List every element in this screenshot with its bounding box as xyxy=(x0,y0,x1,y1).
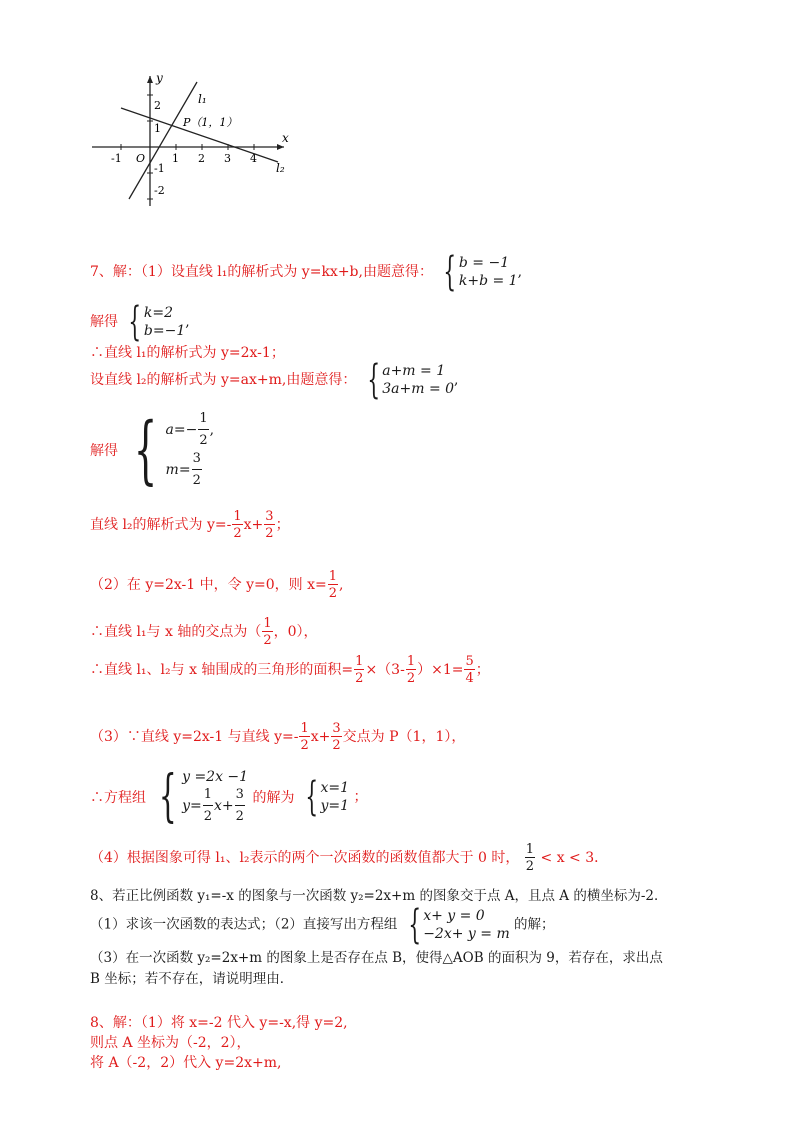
part2-c-num3: 5 xyxy=(465,654,474,669)
system-eq-4: { a=− $\frac{1}{2}$ , m= $\frac{3}{2}$ xyxy=(134,407,215,493)
part3-a-num1: 1 xyxy=(300,721,309,736)
part4-text: （4）根据图象可得 l₁、l₂表示的两个一次函数的函数值都大于 0 时， xyxy=(90,850,520,866)
part3-a-num2: 3 xyxy=(332,721,341,736)
sys7-row2: −2x+ y = m xyxy=(423,926,510,942)
part2-c-num2: 1 xyxy=(406,654,416,669)
sys5-num1: 1 xyxy=(203,786,213,806)
sys1-row1: b = −1 xyxy=(458,255,510,271)
y-tick-neg2: -2 xyxy=(154,184,165,197)
sys7-row1: x+ y = 0 xyxy=(423,908,485,924)
part3-a-den1: 2 xyxy=(300,738,309,753)
sys5-row2-pre: y= xyxy=(182,798,202,814)
part2-b-den: 2 xyxy=(263,633,272,648)
sys5-den1: 2 xyxy=(203,809,213,824)
q7-line1-text: 7、解：（1）设直线 l₁的解析式为 y=kx+b,由题意得： xyxy=(90,264,433,280)
x-tick-2: 2 xyxy=(198,152,205,165)
q7-line6-end: ； xyxy=(275,517,290,533)
x-tick-neg1: -1 xyxy=(111,152,122,165)
l2-int-den: 2 xyxy=(265,526,274,541)
coordinate-graph xyxy=(88,70,298,210)
q8-stmt4: B 坐标；若不存在，请说明理由． xyxy=(90,971,294,987)
sys4-a-num: 1 xyxy=(198,410,208,430)
part2-a-text: （2）在 y=2x-1 中，令 y=0，则 x= xyxy=(90,577,327,593)
y-tick-1: 1 xyxy=(154,122,161,135)
sys4-m-den: 2 xyxy=(192,473,201,488)
part2-c-den3: 4 xyxy=(465,671,474,686)
q7-line3: ∴直线 l₁的解析式为 y=2x-1； xyxy=(90,345,285,361)
system-eq-7: { x+ y = 0 −2x+ y = m xyxy=(408,902,510,948)
q7-part2-b xyxy=(90,617,318,647)
q7-part3-a xyxy=(90,722,465,752)
sys3-row1: a+m = 1 xyxy=(382,363,446,379)
y-tick-neg1: -1 xyxy=(154,162,165,175)
part2-b-end: ，0）， xyxy=(273,624,318,640)
q7-part4 xyxy=(90,843,608,873)
q8-sol2: 则点 A 坐标为（-2，2）， xyxy=(90,1035,251,1051)
part2-a-den: 2 xyxy=(328,586,337,601)
x-tick-3: 3 xyxy=(224,152,231,165)
q7-solve-label: 解得 xyxy=(90,314,118,330)
sys4-m-num: 3 xyxy=(192,450,202,470)
part2-c-mid1: ×（3- xyxy=(365,662,405,678)
q7-line2 xyxy=(90,299,190,345)
part4-den: 2 xyxy=(525,859,535,874)
part4-num: 1 xyxy=(525,842,535,857)
q7-line4 xyxy=(90,357,459,403)
q8-stmt3: （3）在一次函数 y₂=2x+m 的图象上是否存在点 B，使得△AOB 的面积为 9，若存在，求出点 xyxy=(90,950,663,966)
q7-part2-a: （2）在 y=2x-1 中，令 y=0，则 x= $\frac{1}{2}$ , xyxy=(90,569,344,601)
sys1-row2: k+b = 1 xyxy=(458,273,518,289)
q8-stmt1: 8、若正比例函数 y₁=-x 的图象与一次函数 y₂=2x+m 的图象交于点 A，且点 A 的横坐标为-2． xyxy=(90,888,668,904)
part2-c-text: ∴直线 l₁、l₂与 x 轴围成的三角形的面积= xyxy=(90,662,354,678)
part3-b-mid: 的解为 xyxy=(252,790,295,806)
l2-int-num: 3 xyxy=(265,509,274,524)
part2-c-mid2: ）×1= xyxy=(417,662,464,678)
sol-row1: x=1 xyxy=(320,780,349,796)
sys2-row2: b=−1 xyxy=(143,323,186,339)
system-eq-3: { a+m = 1 3a+m = 0 , xyxy=(367,357,459,403)
sys4-m: m= xyxy=(165,462,191,478)
part3-a-mid: x+ xyxy=(310,729,331,745)
part3-a-den2: 2 xyxy=(332,738,341,753)
part3-a-text: （3）∵直线 y=2x-1 与直线 y=- xyxy=(90,729,299,745)
q7-line5 xyxy=(90,407,215,493)
part3-b-end: ； xyxy=(353,789,368,805)
q8-sol3: 将 A（-2，2）代入 y=2x+m, xyxy=(90,1055,282,1071)
part2-c-den2: 2 xyxy=(406,671,416,686)
graph-origin: O xyxy=(136,152,146,165)
q7-line6-pre: 直线 l₂的解析式为 y=- xyxy=(90,517,232,533)
sys4-a: a=− xyxy=(165,422,198,438)
q7-line6-mid: x+ xyxy=(243,517,264,533)
system-eq-5: { y =2x −1 y= $\frac{1}{2}$ x+ $\frac{3}{2}$ xyxy=(159,764,249,829)
part2-b-text: ∴直线 l₁与 x 轴的交点为（ xyxy=(90,624,262,640)
l2-slope-den: 2 xyxy=(233,526,242,541)
q8-stmt2-b: 的解； xyxy=(514,916,555,933)
q8-sol1: 8、解：（1）将 x=-2 代入 y=-x,得 y=2, xyxy=(90,1015,348,1031)
q7-part2-c: ∴直线 l₁、l₂与 x 轴围成的三角形的面积= $\frac{1}{2}$ ×（3- $\frac{1}{2}$ ）×1= $\frac{5}{4}$ ； xyxy=(90,654,490,686)
sys5-row1: y =2x −1 xyxy=(182,769,249,785)
q7-part3-b xyxy=(90,764,368,829)
q7-line6 xyxy=(90,510,290,540)
part2-c-den1: 2 xyxy=(355,671,364,686)
q7-line4-text: 设直线 l₂的解析式为 y=ax+m,由题意得： xyxy=(90,372,357,388)
l2-slope-num: 1 xyxy=(233,509,242,524)
part2-c-num1: 1 xyxy=(355,654,364,669)
sol-row2: y=1 xyxy=(320,798,349,814)
sys5-den2: 2 xyxy=(235,809,244,824)
l1-label: l₁ xyxy=(198,92,207,106)
part2-a-num: 1 xyxy=(328,569,337,584)
part2-b-num: 1 xyxy=(263,616,272,631)
point-p-label: P（1，1） xyxy=(183,116,238,129)
graph-y-label: y xyxy=(156,71,163,85)
q8-stmt2-a: （1）求该一次函数的表达式；（2）直接写出方程组 xyxy=(90,916,398,933)
l2-label: l₂ xyxy=(276,161,285,175)
sys3-row2: 3a+m = 0 xyxy=(382,381,455,397)
q7-solve-label-2: 解得 xyxy=(90,443,118,459)
system-eq-1: { b = −1 k+b = 1 , xyxy=(443,249,523,295)
sys5-num2: 3 xyxy=(235,786,245,806)
q7-line1 xyxy=(90,249,523,295)
x-tick-4: 4 xyxy=(250,152,257,165)
x-tick-1: 1 xyxy=(172,152,179,165)
sys4-a-den: 2 xyxy=(199,433,208,448)
system-eq-6: { x=1 y=1 xyxy=(305,774,349,820)
line-l1 xyxy=(129,82,197,199)
part3-b-pre: ∴方程组 xyxy=(90,790,146,806)
graph-x-label: x xyxy=(282,131,289,145)
q8-stmt2 xyxy=(90,902,555,948)
y-tick-2: 2 xyxy=(154,99,161,112)
part3-a-end: 交点为 P（1，1）， xyxy=(342,729,466,745)
sys5-mid: x+ xyxy=(214,798,234,814)
sys2-row1: k=2 xyxy=(143,305,174,321)
system-eq-2: { k=2 b=−1 , xyxy=(128,299,190,345)
part4-end: < x < 3． xyxy=(540,850,609,866)
